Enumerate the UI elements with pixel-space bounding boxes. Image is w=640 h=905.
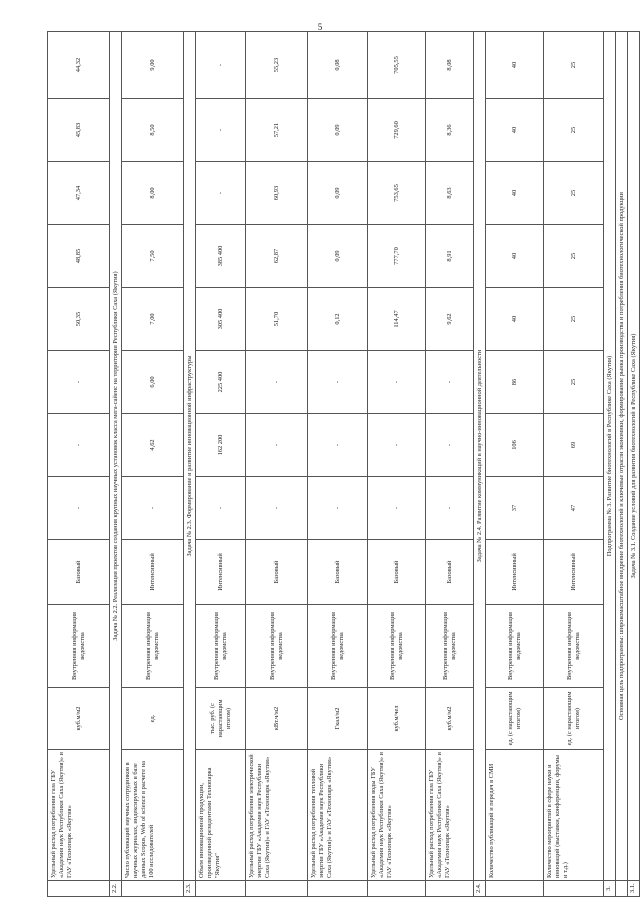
scenario-cell: Базовый [246,540,308,605]
rotated-table-page [47,32,637,897]
scenario-cell: Базовый [308,540,368,605]
row-number: 2.4. [474,881,486,897]
value-cell: 0,08 [308,32,368,99]
value-cell: 48,85 [48,225,110,288]
value-cell: - [426,351,474,414]
value-cell: - [308,477,368,540]
table-row [368,32,426,897]
value-cell: - [48,351,110,414]
unit-cell: ед. [122,688,184,750]
value-cell: 86 [486,351,544,414]
indicator-table [47,31,640,897]
value-cell: 7,50 [122,225,184,288]
unit-cell: Гкал/м2 [308,688,368,750]
value-cell: 753,65 [368,162,426,225]
row-number [544,881,604,897]
row-number [196,881,246,897]
table-row [486,32,544,897]
section-row [604,32,616,897]
value-cell: 50,35 [48,288,110,351]
value-cell: 40 [486,32,544,99]
table-row [246,32,308,897]
value-cell: 25 [544,351,604,414]
section-title: Основная цель подпрограммы: широкомасштабное внедрение биотехнологий и ключевые отрасли экономики, формирование рынка производства и потребления биотехнологической продукции [616,32,628,881]
indicator-name: Объем инновационной продукции, произведенной резидентами Технопарка "Якутия" [196,750,246,881]
value-cell: 8,00 [122,162,184,225]
scenario-cell: Интенсивный [122,540,184,605]
value-cell: - [308,414,368,477]
row-number [48,881,110,897]
unit-cell: куб.м/чел [368,688,426,750]
value-cell: 777,70 [368,225,426,288]
section-row [628,32,640,897]
value-cell: 47,34 [48,162,110,225]
scenario-cell: Интенсивный [544,540,604,605]
value-cell: 385 400 [196,225,246,288]
source-cell: Внутренняя информация ведомства [544,605,604,688]
value-cell: 106 [486,414,544,477]
row-number [246,881,308,897]
unit-cell: ед. (с нарастающим итогом) [486,688,544,750]
indicator-name: Удельный расход потребления тепловой энергии ГБУ «Академия наук Республики Саха (Якутия)» и ГАУ «Технопарк «Якутия» [308,750,368,881]
source-cell: Внутренняя информация ведомства [48,605,110,688]
table-row [48,32,110,897]
value-cell: 25 [544,162,604,225]
unit-cell: ед. (с нарастающим итогом) [544,688,604,750]
scenario-cell: Интенсивный [196,540,246,605]
value-cell: 0,09 [308,225,368,288]
value-cell: - [308,351,368,414]
table-row [426,32,474,897]
indicator-name: Число публикаций научных сотрудников в научных журналах, индексируемых в базе данных Scopus, Web of science в расчете на 100 исследователей [122,750,184,881]
value-cell: 40 [486,162,544,225]
row-number [368,881,426,897]
value-cell: - [246,351,308,414]
value-cell: 25 [544,99,604,162]
value-cell: 0,12 [308,288,368,351]
value-cell: - [246,477,308,540]
value-cell: 114,47 [368,288,426,351]
value-cell: 40 [486,288,544,351]
value-cell: 225 400 [196,351,246,414]
value-cell: - [368,414,426,477]
value-cell: 729,60 [368,99,426,162]
value-cell: 0,09 [308,99,368,162]
row-number: 2.2. [110,881,122,897]
table-row [544,32,604,897]
row-number [486,881,544,897]
indicator-name: Количество публикаций и передач в СМИ [486,750,544,881]
value-cell: - [196,477,246,540]
section-title: Задача № 2.4. Развитие коммуникаций в научно-инновационной деятельности [474,32,486,881]
value-cell: 57,21 [246,99,308,162]
value-cell: 40 [486,99,544,162]
value-cell: 4,62 [122,414,184,477]
value-cell: - [48,414,110,477]
value-cell: - [122,477,184,540]
value-cell: - [196,32,246,99]
value-cell: 162 200 [196,414,246,477]
value-cell: 44,32 [48,32,110,99]
row-number: 3. [604,881,616,897]
source-cell: Внутренняя информация ведомства [122,605,184,688]
value-cell: 51,70 [246,288,308,351]
indicator-name: Удельный расход потребления электрической энергии ГБУ «Академия наук Республики Саха (Якутия)» и ГАУ «Технопарк «Якутия» [246,750,308,881]
source-cell: Внутренняя информация ведомства [246,605,308,688]
value-cell: 25 [544,288,604,351]
table-row [308,32,368,897]
section-title: Задача № 3.1. Создание условий для развития биотехнологий в Республике Саха (Якутия) [628,32,640,881]
table-row [122,32,184,897]
table-row [196,32,246,897]
row-number [426,881,474,897]
value-cell: 25 [544,225,604,288]
row-number [616,881,628,897]
unit-cell: тыс. руб. (с нарастающим итогом) [196,688,246,750]
value-cell: 45,83 [48,99,110,162]
row-number [308,881,368,897]
value-cell: - [426,414,474,477]
value-cell: 60,93 [246,162,308,225]
value-cell: 7,00 [122,288,184,351]
source-cell: Внутренняя информация ведомства [368,605,426,688]
value-cell: 8,91 [426,225,474,288]
source-cell: Внутренняя информация ведомства [486,605,544,688]
value-cell: - [196,162,246,225]
unit-cell: куб.м/м2 [48,688,110,750]
row-number: 2.3. [184,881,196,897]
section-row [474,32,486,897]
value-cell: - [368,351,426,414]
section-title: Задача № 2.2. Реализация проектов создания крупных научных установок класса мега-сайенс на территории Республики Саха (Якутия) [110,32,122,881]
indicator-name: Количество мероприятий в сфере науки и инноваций (выставки, конференции, форумы и т.д.) [544,750,604,881]
source-cell: Внутренняя информация ведомства [426,605,474,688]
section-row [184,32,196,897]
page-number: 5 [317,22,323,32]
value-cell: 8,50 [122,99,184,162]
value-cell: 8,36 [426,99,474,162]
row-number [122,881,184,897]
section-row [110,32,122,897]
indicator-name: Удельный расход потребления газа ГБУ «Академия наук Республики Саха (Якутия)» и ГАУ «Технопарк «Якутия» [426,750,474,881]
value-cell: 8,08 [426,32,474,99]
value-cell: 62,87 [246,225,308,288]
section-row [616,32,628,897]
value-cell: - [426,477,474,540]
value-cell: - [48,477,110,540]
value-cell: 305 400 [196,288,246,351]
source-cell: Внутренняя информация ведомства [308,605,368,688]
value-cell: 47 [544,477,604,540]
value-cell: - [196,99,246,162]
value-cell: 69 [544,414,604,477]
scenario-cell: Базовый [426,540,474,605]
indicator-name: Удельный расход потребления воды ГБУ «Академия наук Республики Саха (Якутия)» и ГАУ «Технопарк «Якутия» [368,750,426,881]
value-cell: - [246,414,308,477]
scenario-cell: Базовый [48,540,110,605]
value-cell: 6,00 [122,351,184,414]
value-cell: - [368,477,426,540]
indicator-name: Удельный расход потребления газа ГБУ «Академия наук Республики Саха (Якутия)» и ГАУ «Технопарк «Якутия» [48,750,110,881]
row-number: 3.1. [628,881,640,897]
value-cell: 9,62 [426,288,474,351]
value-cell: 37 [486,477,544,540]
value-cell: 705,55 [368,32,426,99]
section-title: Задача № 2.3. Формирование и развитие инновационной инфраструктуры [184,32,196,881]
value-cell: 9,00 [122,32,184,99]
scenario-cell: Базовый [368,540,426,605]
value-cell: 8,63 [426,162,474,225]
source-cell: Внутренняя информация ведомства [196,605,246,688]
unit-cell: кВт.ч/м2 [246,688,308,750]
value-cell: 40 [486,225,544,288]
unit-cell: куб.м/м2 [426,688,474,750]
value-cell: 0,09 [308,162,368,225]
value-cell: 25 [544,32,604,99]
scenario-cell: Интенсивный [486,540,544,605]
value-cell: 55,23 [246,32,308,99]
section-title: Подпрограмма № 3. Развитие биотехнологий в Республике Саха (Якутия) [604,32,616,881]
